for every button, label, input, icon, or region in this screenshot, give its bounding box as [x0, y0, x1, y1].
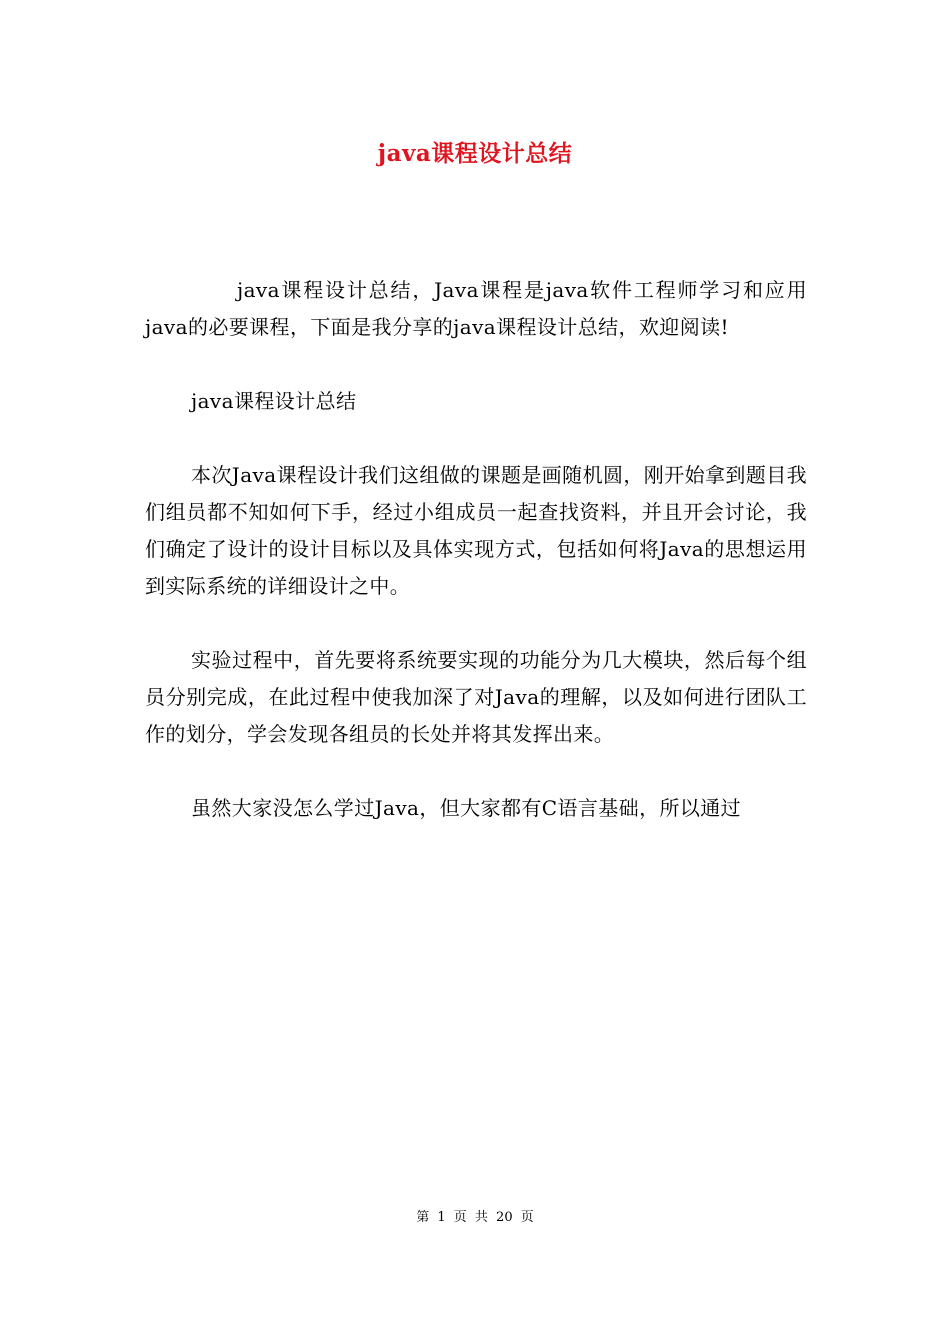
- document-title: java课程设计总结: [377, 140, 573, 167]
- body-paragraph: 实验过程中，首先要将系统要实现的功能分为几大模块，然后每个组员分别完成，在此过程中使我加深了对Java的理解，以及如何进行团队工作的划分，学会发现各组员的长处并将其发挥出来。: [145, 648, 807, 746]
- page-number-footer: 第 1 页 共 20 页: [416, 1210, 534, 1225]
- body-paragraph: 本次Java课程设计我们这组做的课题是画随机圆，刚开始拿到题目我们组员都不知如何下手，经过小组成员一起查找资料，并且开会讨论，我们确定了设计的设计目标以及具体实现方式，包括如何将Java的思想运用到实际系统的详细设计之中。: [145, 463, 807, 598]
- document-body: [145, 272, 807, 864]
- body-paragraph: 虽然大家没怎么学过Java，但大家都有C语言基础，所以通过: [191, 796, 742, 820]
- intro-paragraph: java课程设计总结，Java课程是java软件工程师学习和应用java的必要课程，下面是我分享的java课程设计总结，欢迎阅读!: [145, 278, 807, 339]
- section-heading: java课程设计总结: [191, 389, 357, 413]
